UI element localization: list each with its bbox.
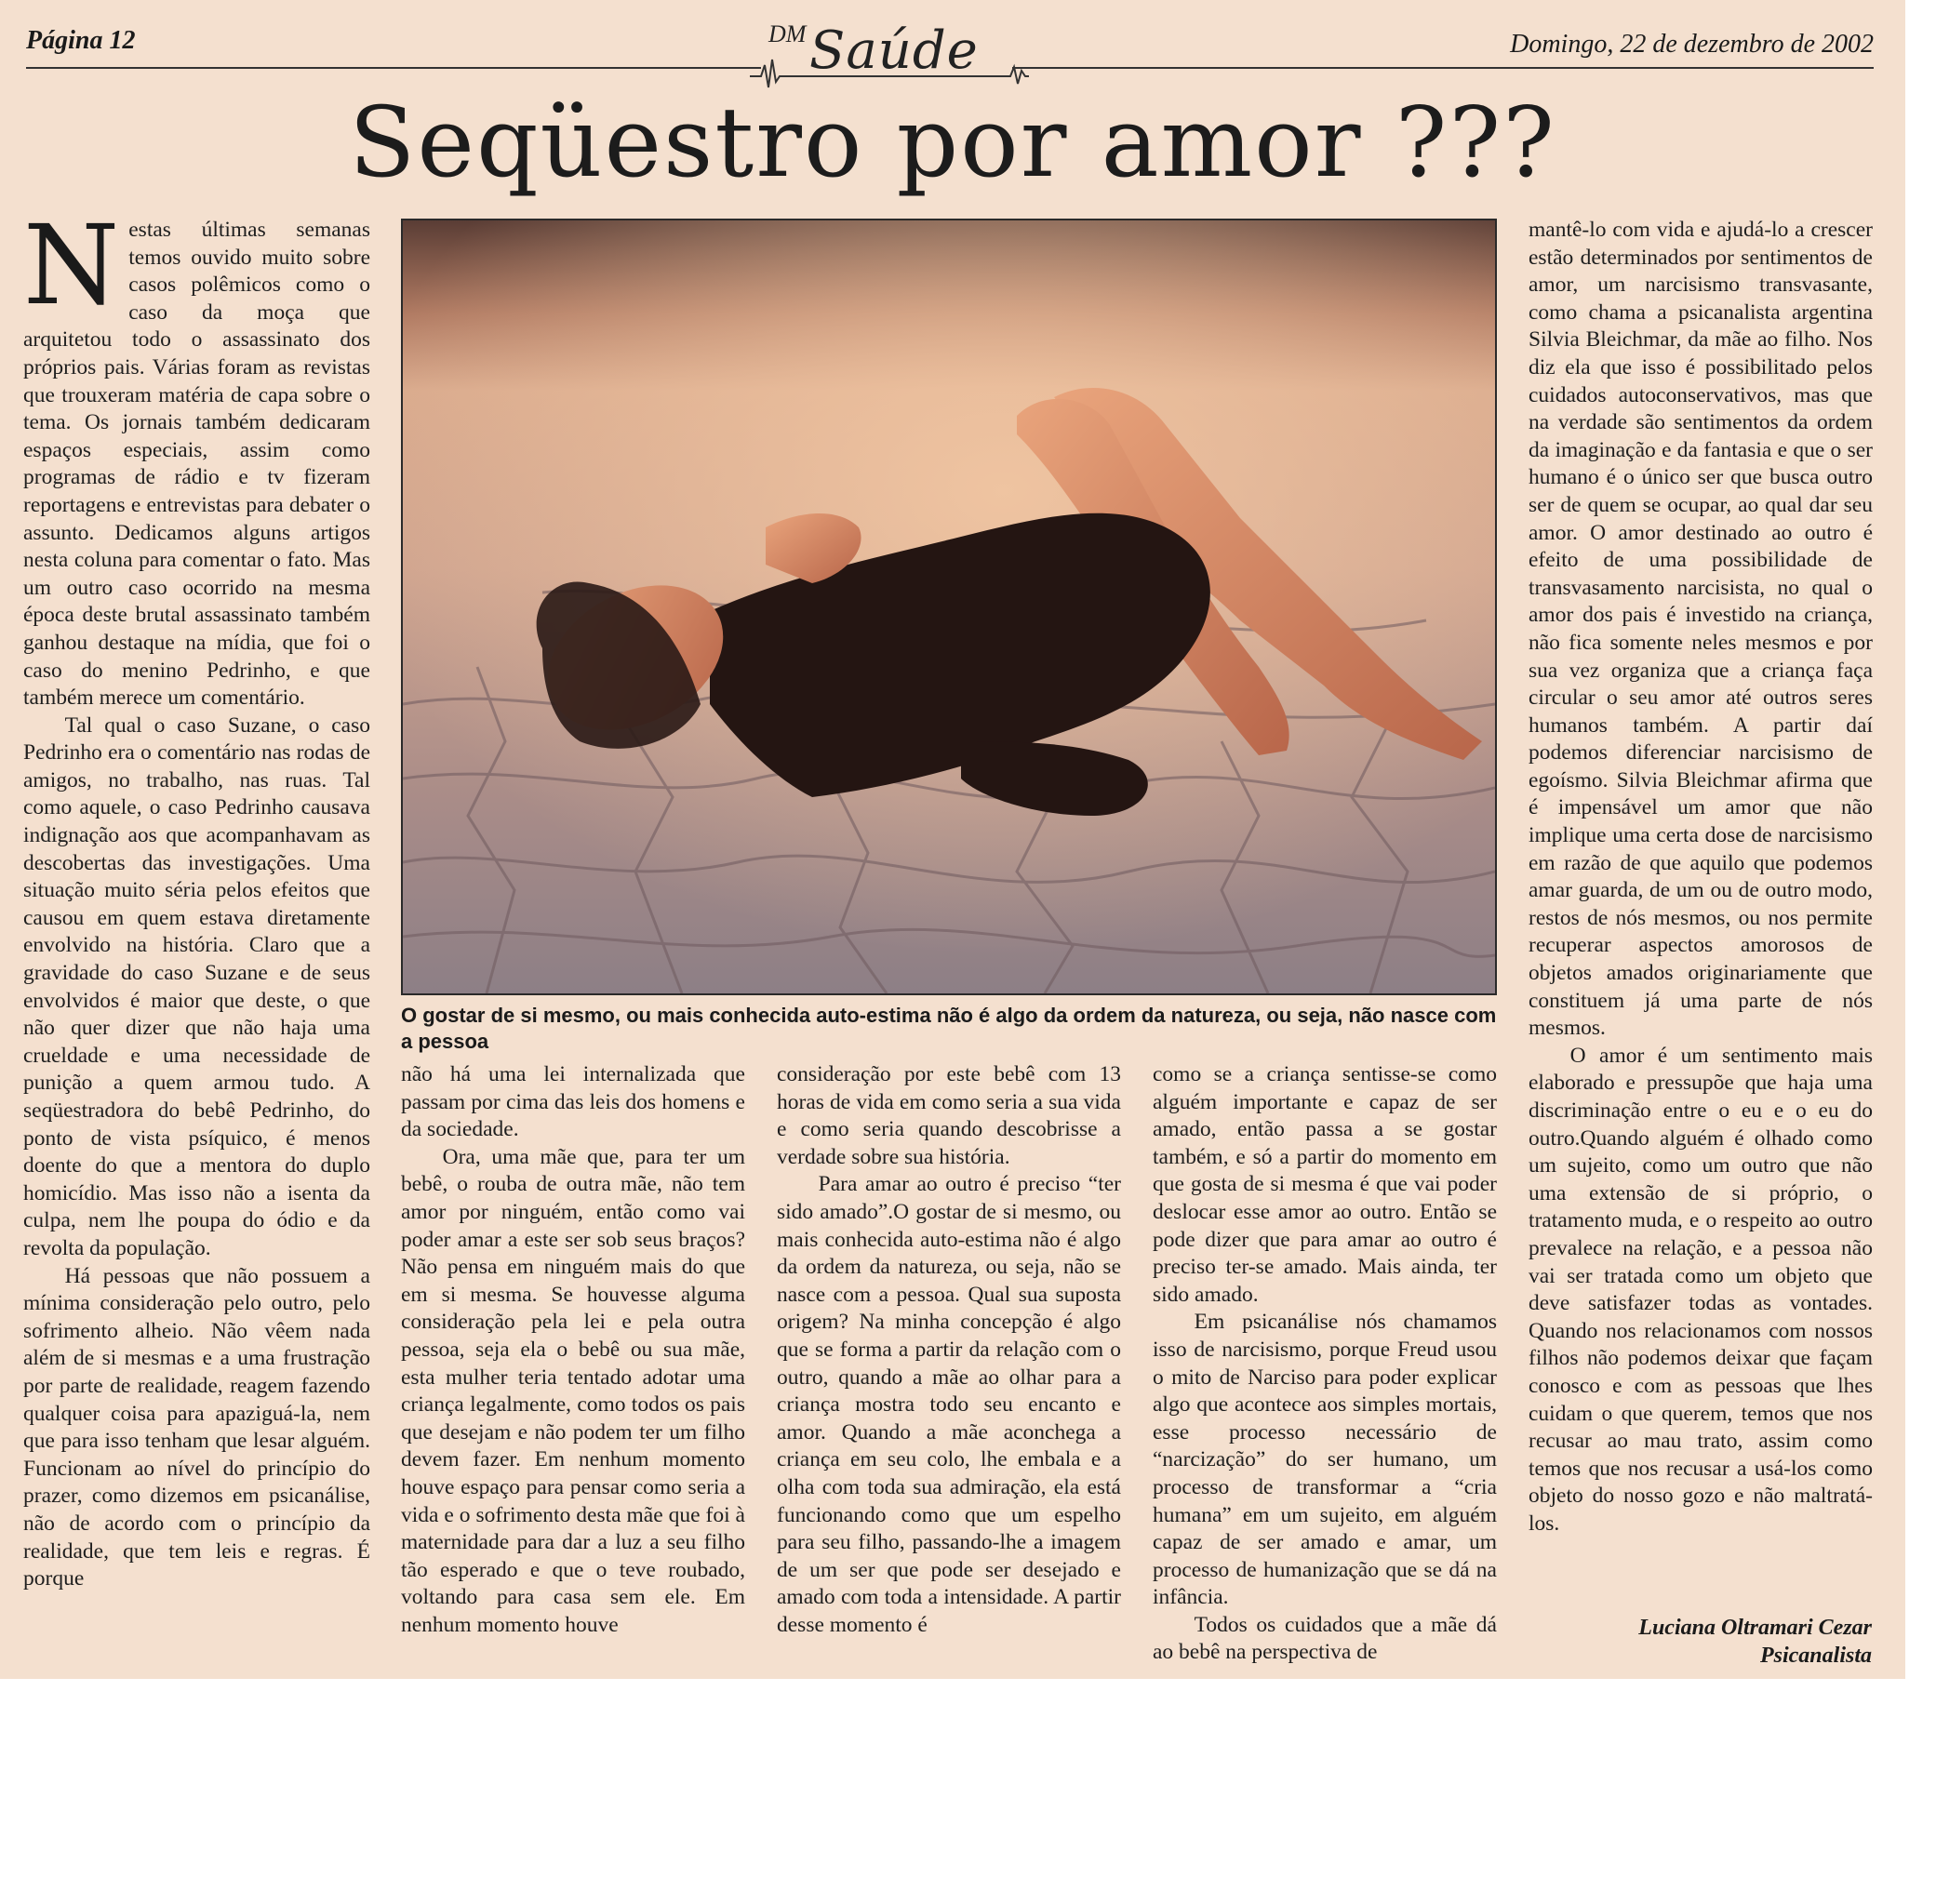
article-column-4 bbox=[1153, 1061, 1497, 1667]
article-photo bbox=[401, 219, 1497, 995]
paragraph: Tal qual o caso Suzane, o caso Pedrinho era o comentário nas rodas de amigos, no trabalho, nas ruas. Tal como aquele, o caso Pedrinho causava indignação aos que acompanhavam as descobertas das investigações. Uma situação muito séria pelos efeitos que causou em quem estava diretamente envolvido na história. Claro que a gravidade do caso Suzane e de seus envolvidos é maior que deste, o que não quer dizer que não haja uma crueldade e uma necessidade de punição a quem armou tudo. A seqüestradora do bebê Pedrinho, do ponto de vista psíquico, é menos doente do que a mentora do duplo homicídio. Mas isso não a isenta da culpa, nem lhe poupa do ódio e da revolta da população. bbox=[23, 712, 370, 1260]
article-column-5 bbox=[1529, 217, 1873, 1538]
paragraph: como se a criança sentisse-se como alguém importante e capaz de ser amado, então passa a se gostar também, e só a partir do momento em que gosta de si mesma é que vai poder deslocar esse amor ao outro. Então se pode dizer que para amar ao outro é preciso ter-se amado. Mais ainda, ter sido amado. bbox=[1153, 1062, 1497, 1307]
article-column-3 bbox=[777, 1061, 1121, 1639]
author-name: Luciana Oltramari Cezar bbox=[1638, 1616, 1872, 1640]
author-role: Psicanalista bbox=[1759, 1644, 1872, 1668]
section-name: Saúde bbox=[809, 20, 979, 81]
paragraph: não há uma lei internalizada que passam por cima das leis dos homens e da sociedade. bbox=[401, 1062, 745, 1142]
drop-cap: N bbox=[23, 201, 120, 329]
page-number: Página 12 bbox=[26, 26, 136, 55]
issue-date: Domingo, 22 de dezembro de 2002 bbox=[1510, 30, 1874, 59]
paragraph: Para amar ao outro é preciso “ter sido amado”.O gostar de si mesmo, ou mais conhecida auto-estima não é algo da ordem da natureza, ou seja, não se nasce com a pessoa. Qual sua suposta origem? Na minha concepção é algo que se forma a partir da relação com o outro, quando a mãe ao olhar para a criança mostra todo seu encanto e amor. Quando a mãe aconchega a criança em seu colo, lhe embala e a olha com toda sua admiração, ela está funcionando como que um espelho para seu filho, passando-lhe a imagem de um ser que pode ser desejado e amado com toda a intensidade. A partir desse momento é bbox=[777, 1172, 1121, 1637]
paragraph: consideração por este bebê com 13 horas de vida em como seria a sua vida e como seria quando descobrisse a verdade sobre sua história. bbox=[777, 1062, 1121, 1169]
paragraph: Há pessoas que não possuem a mínima consideração pelo outro, pelo sofrimento alheio. Não vêem nada além de si mesmas e a uma frustração por parte de realidade, reagem fazendo qualquer coisa para apaziguá-la, nem que para isso tenham que lesar alguém. Funcionam ao nível do princípio do prazer, como dizemos em psicanálise, não de acordo com o princípio da realidade, que tem leis e regras. É porque bbox=[23, 1263, 370, 1591]
headline: Seqüestro por amor ??? bbox=[349, 86, 1556, 199]
paragraph: Em psicanálise nós chamamos isso de narcisismo, porque Freud usou o mito de Narciso para poder explicar algo que acontece aos simples mortais, esse processo necessário de “narcização” do ser humano, um processo de transformar a “cria humana” em um sujeito, em alguém capaz de ser amado e amar, um processo de humanização que se dá na infância. bbox=[1153, 1310, 1497, 1610]
paragraph: Ora, uma mãe que, para ter um bebê, o rouba de outra mãe, não tem amor por ninguém, então como vai poder amar a este ser sob seus braços? Não pensa em ninguém mais do que em si mesma. Se houvesse alguma consideração pela lei e pela outra pessoa, seja ela o bebê ou sua mãe, esta mulher teria tentado adotar uma criança legalmente, como todos os pais que desejam e não podem ter um filho devem fazer. Em nenhum momento houve espaço para pensar como seria a vida e o sofrimento desta mãe que foi à maternidade para dar a luz a seu filho tão esperado e que o teve roubado, voltando para casa sem ele. Em nenhum momento houve bbox=[401, 1144, 745, 1637]
article-column-2 bbox=[401, 1061, 745, 1639]
woman-lying-on-cracked-earth-photo bbox=[403, 220, 1495, 993]
article-column-1 bbox=[23, 201, 370, 1593]
paragraph: O amor é um sentimento mais elaborado e pressupõe que haja uma discriminação entre o eu e o eu do outro.Quando alguém é olhado como um sujeito, como um outro que não uma extensão de si próprio, o tratamento muda, e o respeito ao outro prevalece na relação, e a pessoa não vai ser tratada como um objeto que deve satisfazer todas as vontades. Quando nos relacionamos com nossos filhos não podemos deixar que façam conosco e com as pessoas que lhes cuidam o que querem, temos que nos recusar ao mau trato, assim como temos que nos recusar a usá-los como objeto do nosso gozo e não maltratá-los. bbox=[1529, 1043, 1873, 1536]
paragraph: estas últimas semanas temos ouvido muito sobre casos polêmicos como o caso da moça que arquitetou todo o assassinato dos próprios pais. Várias foram as revistas que trouxeram matéria de capa sobre o tema. Os jornais também dedicaram espaços especiais, assim como programas de rádio e tv fizeram reportagens e entrevistas para debater o assunto. Dedicamos alguns artigos nesta coluna para comentar o fato. Mas um outro caso ocorrido na mesma época deste brutal assassinato também ganhou destaque na mídia, que foi o caso do menino Pedrinho, e que também merece um comentário. bbox=[23, 218, 370, 711]
section-prefix: DM bbox=[768, 20, 807, 47]
author-signature bbox=[1638, 1614, 1872, 1670]
paragraph: Todos os cuidados que a mãe dá ao bebê na perspectiva de bbox=[1153, 1612, 1497, 1665]
photo-caption: O gostar de si mesmo, ou mais conhecida auto-estima não é algo da ordem da natureza, ou seja, não nasce com a pessoa bbox=[401, 1004, 1497, 1053]
paragraph: mantê-lo com vida e ajudá-lo a crescer estão determinados por sentimentos de amor, um narcisismo transvasante, como chama a psicanalista argentina Silvia Bleichmar, da mãe ao filho. Nos diz ela que isso é possibilitado pelos cuidados autoconservativos, mas que na verdade são sentimentos da ordem da imaginação e da fantasia e que o ser humano é o único ser que busca outro ser de quem se ocupar, ao qual dar seu amor. O amor destinado ao outro é efeito de uma possibilidade de transvasamento narcisista, no qual o amor dos pais é investido na criança, não fica somente neles mesmos e por sua vez organiza que a criança faça circular o seu amor até outros seres humanos também. A partir daí podemos diferenciar narcisismo de egoísmo. Silvia Bleichmar afirma que é impensável um amor que não implique uma certa dose de narcisismo em razão de que aquilo que podemos amar guarda, de um ou de outro modo, restos de nós mesmos, ou nos permite recuperar aspectos amorosos de objetos amados originariamente que constituem já uma parte de nós mesmos. bbox=[1529, 218, 1873, 1041]
section-logo bbox=[761, 7, 1012, 93]
